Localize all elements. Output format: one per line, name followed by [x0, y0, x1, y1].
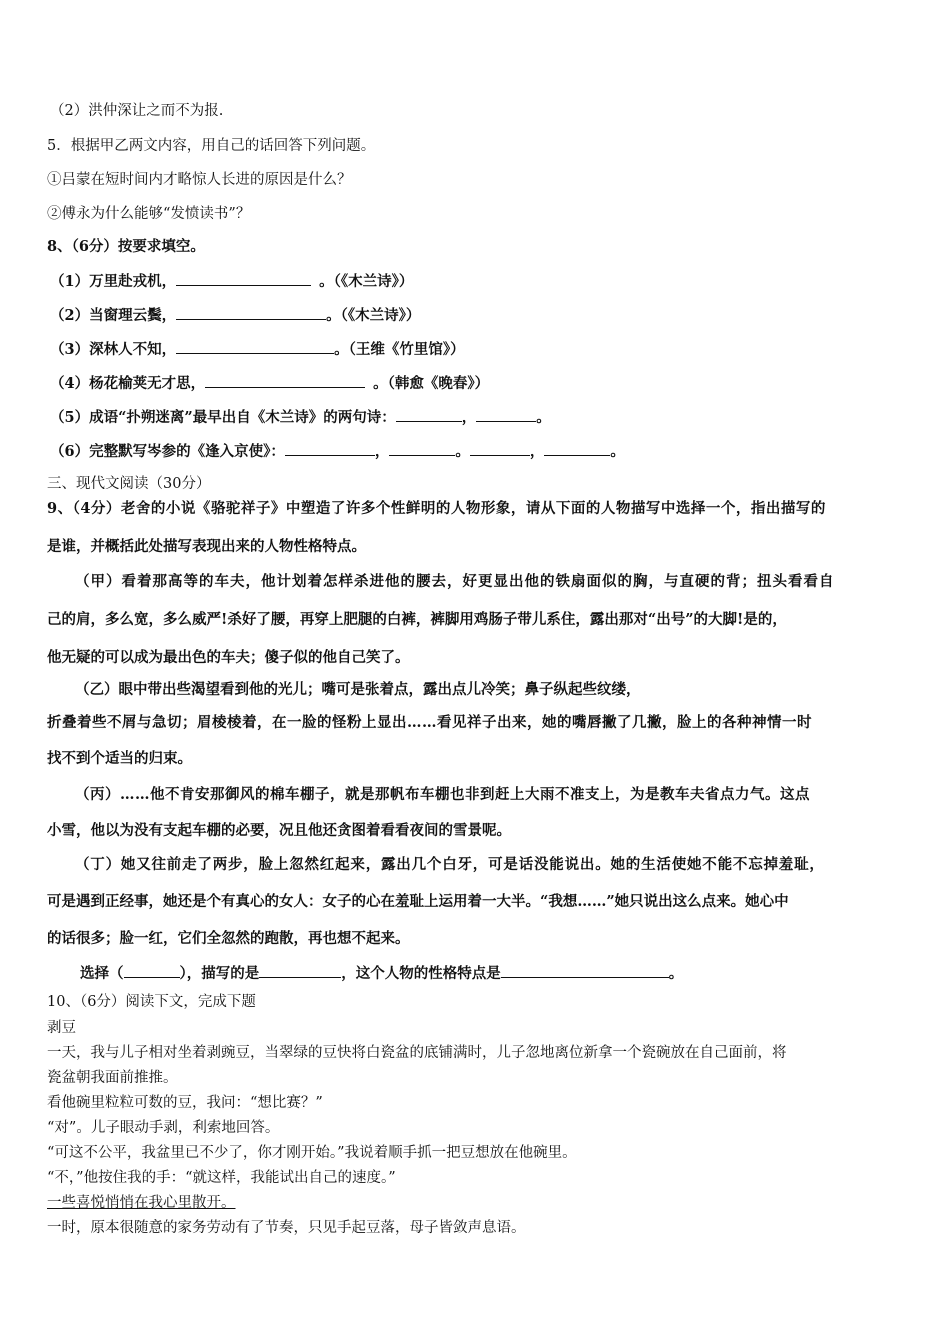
q8-line3-source: 。（王维《竹里馆》） — [334, 341, 465, 358]
q9-answer-choose: 选择（ — [80, 965, 124, 982]
q7-item2: （2）洪仲深让之而不为报. — [50, 103, 224, 119]
q8-line5 — [50, 407, 551, 428]
q9-ding-line1: （丁）她又往前走了两步，脸上忽然红起来，露出几个白牙，可是话没能说出。她的生活使她不能不忘掉羞耻， — [75, 856, 825, 873]
q8-line1 — [50, 271, 413, 292]
answer-blank[interactable] — [544, 441, 610, 456]
q8-line1-source: 。（《木兰诗》） — [319, 273, 414, 290]
answer-blank[interactable] — [501, 963, 669, 978]
q8-line6 — [50, 441, 625, 462]
q5-sub1: ①吕蒙在短时间内才略惊人长进的原因是什么？ — [47, 172, 352, 188]
q9-bing-line2: 小雪，他以为没有支起车棚的必要，况且他还贪图着看看夜间的雪景呢。 — [47, 822, 511, 839]
passage-p3: “对”。儿子眼动手剥，利索地回答。 — [47, 1120, 280, 1136]
q9-ding-line3: 的话很多；脸一红，它们全忽然的跑散，再也想不起来。 — [47, 930, 410, 947]
q8-line6-sep2: 。 — [455, 443, 470, 460]
q8-line4-text: （4）杨花榆荚无才思， — [50, 375, 206, 392]
answer-blank[interactable] — [470, 441, 530, 456]
q9-yi-line3: 找不到个适当的归束。 — [47, 750, 192, 767]
answer-blank[interactable] — [124, 963, 180, 978]
q9-stem-line2: 是谁，并概括此处描写表现出来的人物性格特点。 — [47, 538, 366, 555]
answer-blank[interactable] — [176, 271, 311, 286]
answer-blank[interactable] — [476, 407, 536, 422]
q8-line1-text: （1）万里赴戎机， — [50, 273, 177, 290]
q9-yi-line2: 折叠着些不屑与急切；眉棱棱着，在一脸的怪粉上显出……看见祥子出来，她的嘴唇撇了几撇，脸上的各种神情一时 — [47, 714, 812, 731]
q9-answer-line — [80, 963, 683, 984]
q5-stem: 5．根据甲乙两文内容，用自己的话回答下列问题。 — [47, 138, 376, 154]
passage-p5: “不，”他按住我的手：“就这样，我能试出自己的速度。” — [47, 1170, 396, 1186]
q9-jia-line3: 他无疑的可以成为最出色的车夫；傻子似的他自己笑了。 — [47, 649, 410, 666]
passage-p1-line2: 瓷盆朝我面前推推。 — [47, 1070, 178, 1086]
passage-p7: 一时，原本很随意的家务劳动有了节奏，只见手起豆落，母子皆敛声息语。 — [47, 1220, 526, 1236]
passage-p2: 看他碗里粒粒可数的豆，我问：“想比赛？” — [47, 1095, 323, 1111]
answer-blank[interactable] — [176, 339, 334, 354]
section3-title: 三、现代文阅读（30分） — [47, 476, 211, 492]
q8-line6-end: 。 — [610, 443, 625, 460]
q8-line3-text: （3）深林人不知， — [50, 341, 177, 358]
q8-line6-sep1: ， — [374, 443, 390, 460]
q8-line5-sep: ， — [461, 409, 477, 426]
q10-stem: 10、（6分）阅读下文，完成下题 — [47, 994, 256, 1010]
answer-blank[interactable] — [205, 373, 365, 388]
answer-blank[interactable] — [285, 441, 375, 456]
passage-p6-underlined: 一些喜悦悄悄在我心里散开。 — [47, 1195, 236, 1211]
q9-answer-who: ），描写的是 — [179, 965, 260, 982]
answer-blank[interactable] — [396, 407, 462, 422]
q9-ding-line2: 可是遇到正经事，她还是个有真心的女人：女子的心在羞耻上运用着一大半。“我想……”她只说出这么点来。她心中 — [47, 893, 789, 910]
q8-line6-text: （6）完整默写岑参的《逢入京使》： — [50, 443, 285, 460]
q9-yi-line1: （乙）眼中带出些渴望看到他的光儿；嘴可是张着点，露出点儿冷笑；鼻子纵起些纹缕， — [75, 681, 641, 698]
q8-line5-end: 。 — [536, 409, 551, 426]
answer-blank[interactable] — [259, 963, 341, 978]
q9-jia-line1: （甲）看着那高等的车夫，他计划着怎样杀进他的腰去，好更显出他的铁扇面似的胸，与直硬的背；扭头看看自 — [75, 573, 835, 590]
q9-answer-end: 。 — [668, 965, 684, 982]
q9-jia-line2: 己的肩，多么宽，多么威严!杀好了腰，再穿上肥腿的白裤，裤脚用鸡肠子带儿系住，露出那对“出号”的大脚!是的， — [47, 611, 787, 628]
q8-line4 — [50, 373, 489, 394]
passage-p1-line1: 一天，我与儿子相对坐着剥豌豆，当翠绿的豆快将白瓷盆的底铺满时，儿子忽地离位新拿一个瓷碗放在自己面前，将 — [47, 1045, 787, 1061]
answer-blank[interactable] — [176, 305, 326, 320]
passage-title: 剥豆 — [47, 1020, 76, 1036]
q8-stem: 8、（6分）按要求填空。 — [47, 238, 205, 255]
passage-p4: “可这不公平，我盆里已不少了，你才刚开始。”我说着顺手抓一把豆想放在他碗里。 — [47, 1145, 577, 1161]
q8-line2-text: （2）当窗理云鬓， — [50, 307, 177, 324]
q8-line4-source: 。（韩愈《晚春》） — [373, 375, 490, 392]
q9-answer-trait: ，这个人物的性格特点是 — [341, 965, 501, 982]
answer-blank[interactable] — [389, 441, 455, 456]
q9-bing-line1: （丙）……他不肯安那御风的棉车棚子，就是那帆布车棚也非到赶上大雨不准支上，为是教车夫省点力气。这点 — [75, 786, 810, 803]
q8-line2-source: 。（《木兰诗》） — [326, 307, 421, 324]
q5-sub2: ②傅永为什么能够“发愤读书”？ — [47, 206, 251, 222]
q8-line3 — [50, 339, 465, 360]
q8-line5-text: （5）成语“扑朔迷离”最早出自《木兰诗》的两句诗： — [50, 409, 396, 426]
q8-line6-sep3: ， — [529, 443, 545, 460]
q9-stem-line1: 9、（4分）老舍的小说《骆驼祥子》中塑造了许多个性鲜明的人物形象，请从下面的人物描写中选择一个，指出描写的 — [47, 500, 826, 517]
q8-line2 — [50, 305, 420, 326]
